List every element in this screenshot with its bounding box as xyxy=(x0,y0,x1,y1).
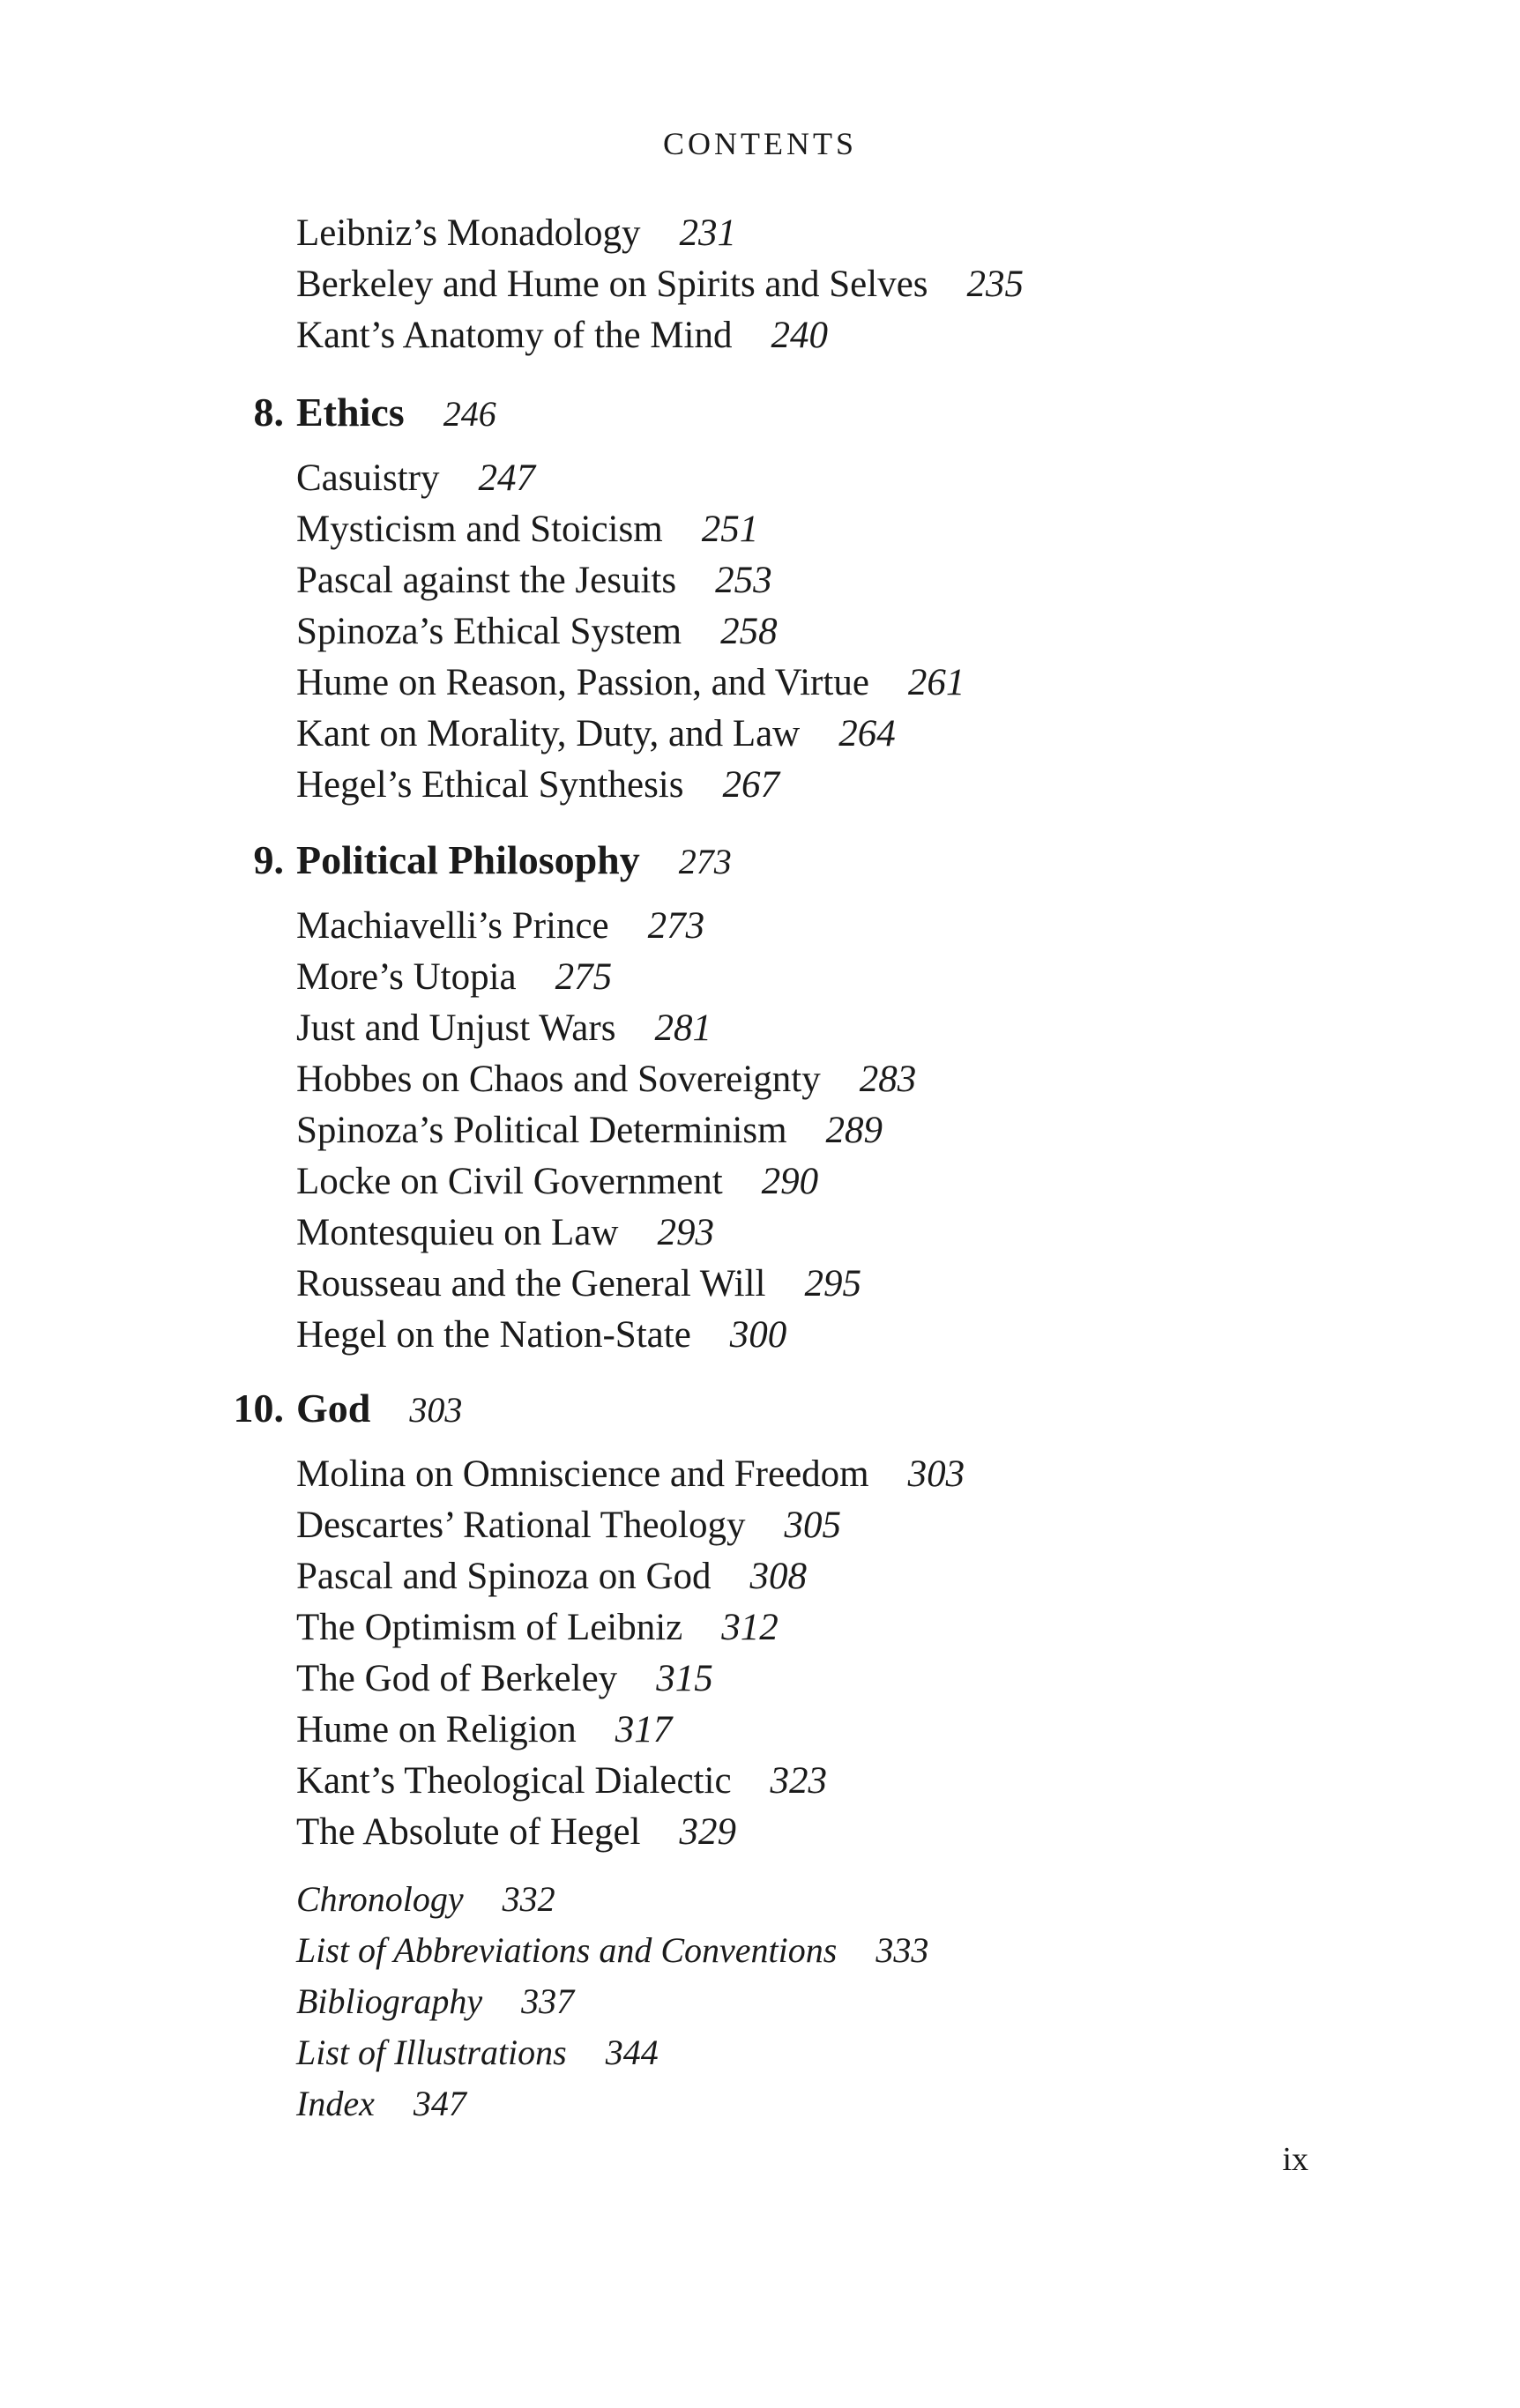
toc-entry[interactable] xyxy=(296,658,1520,709)
entry-title: Index xyxy=(296,2084,375,2123)
toc-entry[interactable] xyxy=(296,1602,1520,1654)
entry-page: 290 xyxy=(761,1161,819,1202)
toc-entry[interactable] xyxy=(296,901,1520,952)
toc-entry[interactable] xyxy=(296,1105,1520,1156)
entry-title: The Optimism of Leibniz xyxy=(296,1607,683,1648)
entry-page: 344 xyxy=(605,2033,659,2072)
entry-title: Bibliography xyxy=(296,1981,483,2021)
entry-page: 231 xyxy=(679,212,737,254)
chapter-title: God xyxy=(296,1386,371,1431)
entry-page: 251 xyxy=(701,509,759,550)
entry-page: 275 xyxy=(555,956,613,998)
entry-title: Hume on Reason, Passion, and Virtue xyxy=(296,662,869,703)
back-matter-list xyxy=(296,1874,928,2129)
entry-title: List of Illustrations xyxy=(296,2033,567,2072)
toc-entry[interactable] xyxy=(296,1156,1520,1208)
toc-entry[interactable] xyxy=(296,1551,1520,1602)
entry-page: 323 xyxy=(770,1760,828,1802)
chapter-number: 8. xyxy=(253,390,284,435)
entry-page: 267 xyxy=(722,764,779,806)
entry-page: 261 xyxy=(907,662,965,703)
lead-entry-list xyxy=(296,208,1024,361)
toc-entry[interactable] xyxy=(296,1208,1520,1259)
entry-page: 258 xyxy=(720,611,778,652)
entry-page: 273 xyxy=(647,905,705,947)
chapter-number: 9. xyxy=(253,837,284,882)
entry-title: More’s Utopia xyxy=(296,956,517,998)
entry-page: 347 xyxy=(413,2084,466,2123)
entry-title: Hegel on the Nation-State xyxy=(296,1314,691,1356)
toc-entry[interactable] xyxy=(296,504,1520,555)
back-matter-entry[interactable] xyxy=(296,1976,928,2027)
entry-page: 317 xyxy=(615,1709,673,1750)
entry-title: List of Abbreviations and Conventions xyxy=(296,1930,838,1970)
chapter-page: 273 xyxy=(678,842,732,881)
entry-page: 235 xyxy=(966,264,1025,305)
chapter-number: 10. xyxy=(233,1386,284,1431)
entry-page: 333 xyxy=(875,1930,929,1970)
toc-entry[interactable] xyxy=(296,1654,1520,1705)
toc-entry[interactable] xyxy=(296,208,1024,259)
toc-entry[interactable] xyxy=(296,1500,1520,1551)
running-head: CONTENTS xyxy=(663,126,857,161)
toc-entry[interactable] xyxy=(296,259,1024,310)
toc-entry[interactable] xyxy=(296,555,1520,606)
entry-title: Hobbes on Chaos and Sovereignty xyxy=(296,1059,821,1100)
chapter-entry-list xyxy=(296,1449,1520,1858)
entry-title: Montesquieu on Law xyxy=(296,1212,619,1253)
entry-page: 308 xyxy=(749,1556,808,1597)
toc-entry[interactable] xyxy=(296,1003,1520,1054)
entry-page: 312 xyxy=(721,1607,779,1648)
entry-title: Machiavelli’s Prince xyxy=(296,905,609,947)
chapter-entry-list xyxy=(296,901,1520,1361)
entry-title: Kant’s Theological Dialectic xyxy=(296,1760,732,1802)
entry-page: 281 xyxy=(654,1007,712,1049)
entry-title: Descartes’ Rational Theology xyxy=(296,1505,746,1546)
entry-title: Rousseau and the General Will xyxy=(296,1263,766,1304)
toc-entry[interactable] xyxy=(296,1756,1520,1807)
entry-page: 303 xyxy=(907,1453,965,1495)
entry-title: Spinoza’s Political Determinism xyxy=(296,1110,787,1151)
back-matter-entry[interactable] xyxy=(296,2027,928,2078)
page-number: ix xyxy=(1282,2141,1308,2178)
entry-title: Hume on Religion xyxy=(296,1709,577,1750)
back-matter-entry[interactable] xyxy=(296,2078,928,2129)
entry-title: The God of Berkeley xyxy=(296,1658,618,1699)
chapter-section xyxy=(0,1377,1520,1858)
entry-title: Hegel’s Ethical Synthesis xyxy=(296,764,684,806)
entry-page: 329 xyxy=(679,1811,736,1853)
toc-entry[interactable] xyxy=(296,760,1520,811)
chapter-entry-list xyxy=(296,453,1520,811)
chapter-title: Ethics xyxy=(296,390,405,435)
toc-entry[interactable] xyxy=(296,952,1520,1003)
entry-page: 247 xyxy=(478,457,535,499)
toc-entry[interactable] xyxy=(296,1449,1520,1500)
entry-page: 300 xyxy=(729,1314,787,1356)
entry-page: 337 xyxy=(521,1981,575,2021)
back-matter-entry[interactable] xyxy=(296,1874,928,1925)
toc-entry[interactable] xyxy=(296,1310,1520,1361)
toc-entry[interactable] xyxy=(296,1259,1520,1310)
entry-title: Leibniz’s Monadology xyxy=(296,212,641,254)
entry-page: 264 xyxy=(838,713,896,754)
entry-page: 295 xyxy=(804,1263,861,1304)
toc-entry[interactable] xyxy=(296,606,1520,658)
entry-title: Just and Unjust Wars xyxy=(296,1007,616,1049)
chapter-page: 246 xyxy=(443,394,496,434)
entry-page: 289 xyxy=(825,1110,883,1151)
entry-title: Kant on Morality, Duty, and Law xyxy=(296,713,801,754)
entry-page: 305 xyxy=(784,1505,841,1546)
entry-title: Mysticism and Stoicism xyxy=(296,509,663,550)
toc-entry[interactable] xyxy=(296,453,1520,504)
chapter-heading[interactable] xyxy=(0,381,1520,444)
toc-entry[interactable] xyxy=(296,1705,1520,1756)
entry-title: The Absolute of Hegel xyxy=(296,1811,641,1853)
entry-page: 253 xyxy=(715,560,772,601)
chapter-title: Political Philosophy xyxy=(296,837,640,882)
toc-entry[interactable] xyxy=(296,709,1520,760)
chapter-page: 303 xyxy=(409,1390,463,1430)
toc-entry[interactable] xyxy=(296,1054,1520,1105)
back-matter-entry[interactable] xyxy=(296,1925,928,1976)
entry-title: Locke on Civil Government xyxy=(296,1161,723,1202)
entry-page: 283 xyxy=(859,1059,917,1100)
entry-title: Pascal against the Jesuits xyxy=(296,560,677,601)
entry-page: 293 xyxy=(657,1212,714,1253)
entry-title: Pascal and Spinoza on God xyxy=(296,1556,712,1597)
toc-entry[interactable] xyxy=(296,310,1024,361)
entry-title: Berkeley and Hume on Spirits and Selves xyxy=(296,264,928,305)
entry-title: Spinoza’s Ethical System xyxy=(296,611,682,652)
chapter-section xyxy=(0,829,1520,1361)
toc-entry[interactable] xyxy=(296,1807,1520,1858)
chapter-heading[interactable] xyxy=(0,1377,1520,1440)
entry-title: Molina on Omniscience and Freedom xyxy=(296,1453,869,1495)
entry-title: Kant’s Anatomy of the Mind xyxy=(296,315,733,356)
chapter-heading[interactable] xyxy=(0,829,1520,892)
entry-title: Casuistry xyxy=(296,457,440,499)
entry-title: Chronology xyxy=(296,1879,464,1919)
chapter-section xyxy=(0,381,1520,811)
entry-page: 332 xyxy=(502,1879,555,1919)
entry-page: 240 xyxy=(771,315,828,356)
entry-page: 315 xyxy=(656,1658,713,1699)
